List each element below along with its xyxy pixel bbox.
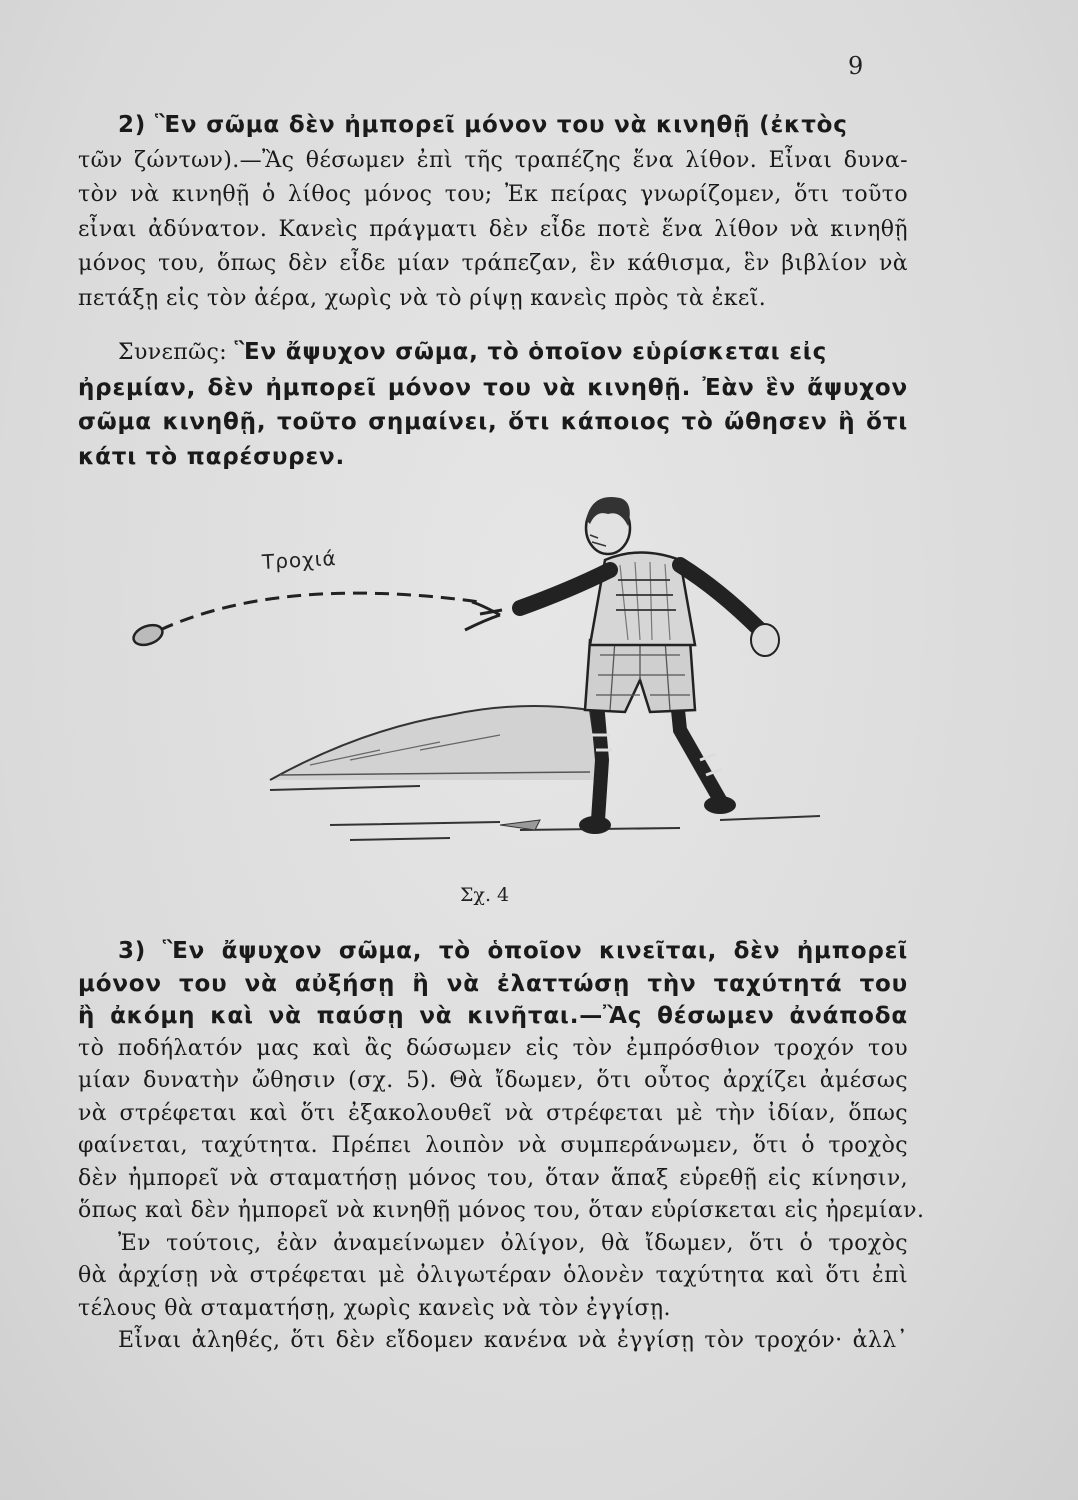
paragraph-line: θὰ ἀρχίσῃ νὰ στρέφεται μὲ ὀλιγωτέραν ὁλονὲν ταχύτητα καὶ ὅτι ἐπὶ — [78, 1263, 908, 1288]
paragraph-3 — [78, 935, 925, 1358]
trajectory-label: Τροχιά — [261, 546, 338, 574]
paragraph-line: 3) Ἓν ἄψυχον σῶμα, τὸ ὁποῖον κινεῖται, δὲν ἠμπορεῖ — [118, 938, 908, 964]
paragraph-line: μόνος του, ὅπως δὲν εἶδε μίαν τράπεζαν, ἓν κάθισμα, ἓν βιβλίον νὰ — [78, 251, 908, 276]
paragraph-line: τὸν νὰ κινηθῇ ὁ λίθος μόνος του; Ἐκ πείρας γνωρίζομεν, ὅτι τοῦτο — [78, 182, 908, 207]
stone-icon — [131, 621, 165, 648]
paragraph-line: μίαν δυνατὴν ὤθησιν (σχ. 5). Θὰ ἴδωμεν, ὅτι οὗτος ἀρχίζει ἀμέσως — [78, 1068, 908, 1093]
paragraph-line: εἶναι ἀδύνατον. Κανεὶς πράγματι δὲν εἶδε ποτὲ ἕνα λίθον νὰ κινηθῇ — [78, 216, 908, 242]
figure-caption: Σχ. 4 — [460, 884, 510, 906]
paragraph-line: νὰ στρέφεται καὶ ὅτι ἐξακολουθεῖ νὰ στρέφεται μὲ τὴν ἰδίαν, ὅπως — [78, 1100, 908, 1126]
paragraph-line: ὅπως καὶ δὲν ἠμπορεῖ νὰ κινηθῇ μόνος του, ὅταν εὑρίσκεται εἰς ἠρεμίαν. — [78, 1198, 925, 1223]
paragraph-2 — [78, 335, 908, 474]
paragraph-line — [78, 108, 908, 144]
paragraph-line — [78, 335, 908, 371]
lead-word: Συνεπῶς: — [118, 340, 228, 365]
paragraph-line: ἢ ἀκόμη καὶ νὰ παύσῃ νὰ κινῆται.—Ἂς θέσωμεν ἀνάποδα — [78, 1003, 908, 1029]
paragraph-line: ἠρεμίαν, δὲν ἠμπορεῖ μόνον του νὰ κινηθῇ. Ἐὰν ἓν ἄψυχον — [78, 374, 908, 401]
paragraph-line: σῶμα κινηθῇ, τοῦτο σημαίνει, ὅτι κάποιος τὸ ὤθησεν ἢ ὅτι — [78, 409, 908, 435]
trajectory-dashed-line — [160, 593, 480, 630]
paragraph-line: Ἐν τούτοις, ἐὰν ἀναμείνωμεν ὀλίγον, θὰ ἴδωμεν, ὅτι ὁ τροχὸς — [118, 1230, 908, 1256]
paragraph-line: φαίνεται, ταχύτητα. Πρέπει λοιπὸν νὰ συμπεράνωμεν, ὅτι ὁ τροχὸς — [78, 1133, 908, 1158]
paragraph-1 — [78, 108, 908, 316]
page-number: 9 — [848, 52, 864, 80]
ground-lines — [270, 786, 820, 840]
figure-boy-throwing-stone — [120, 480, 920, 860]
boy-back-arm — [680, 565, 760, 630]
paragraph-line: Εἶναι ἀληθές, ὅτι δὲν εἴδομεν κανένα νὰ ἐγγίσῃ τὸν τροχόν· ἀλλ᾽ — [118, 1328, 908, 1353]
paragraph-line: τέλους θὰ σταματήσῃ, χωρὶς κανεὶς νὰ τὸν ἐγγίσῃ. — [78, 1295, 671, 1321]
paragraph-line: κάτι τὸ παρέσυρεν. — [78, 443, 346, 470]
bold-statement: Ἓν ἄψυχον σῶμα, τὸ ὁποῖον εὑρίσκεται εἰς — [234, 339, 827, 365]
paragraph-line: τῶν ζώντων).—Ἂς θέσωμεν ἐπὶ τῆς τραπέζης ἕνα λίθον. Εἶναι δυνα- — [78, 147, 908, 173]
paragraph-line: μόνον του νὰ αὐξήσῃ ἢ νὰ ἐλαττώσῃ τὴν ταχύτητά του — [78, 970, 908, 997]
paragraph-line: τὸ ποδήλατόν μας καὶ ἂς δώσωμεν εἰς τὸν ἐμπρόσθιον τροχόν του — [78, 1035, 908, 1061]
paragraph-line: πετάξῃ εἰς τὸν ἀέρα, χωρὶς νὰ τὸ ρίψῃ κανεὶς πρὸς τὰ ἐκεῖ. — [78, 285, 767, 311]
heading-2: 2) Ἓν σῶμα δὲν ἠμπορεῖ μόνον του νὰ κινηθῇ (ἐκτὸς — [118, 112, 848, 138]
paragraph-line: δὲν ἠμπορεῖ νὰ σταματήσῃ μόνος του, ὅταν ἅπαξ εὑρεθῇ εἰς κίνησιν, — [78, 1165, 908, 1191]
